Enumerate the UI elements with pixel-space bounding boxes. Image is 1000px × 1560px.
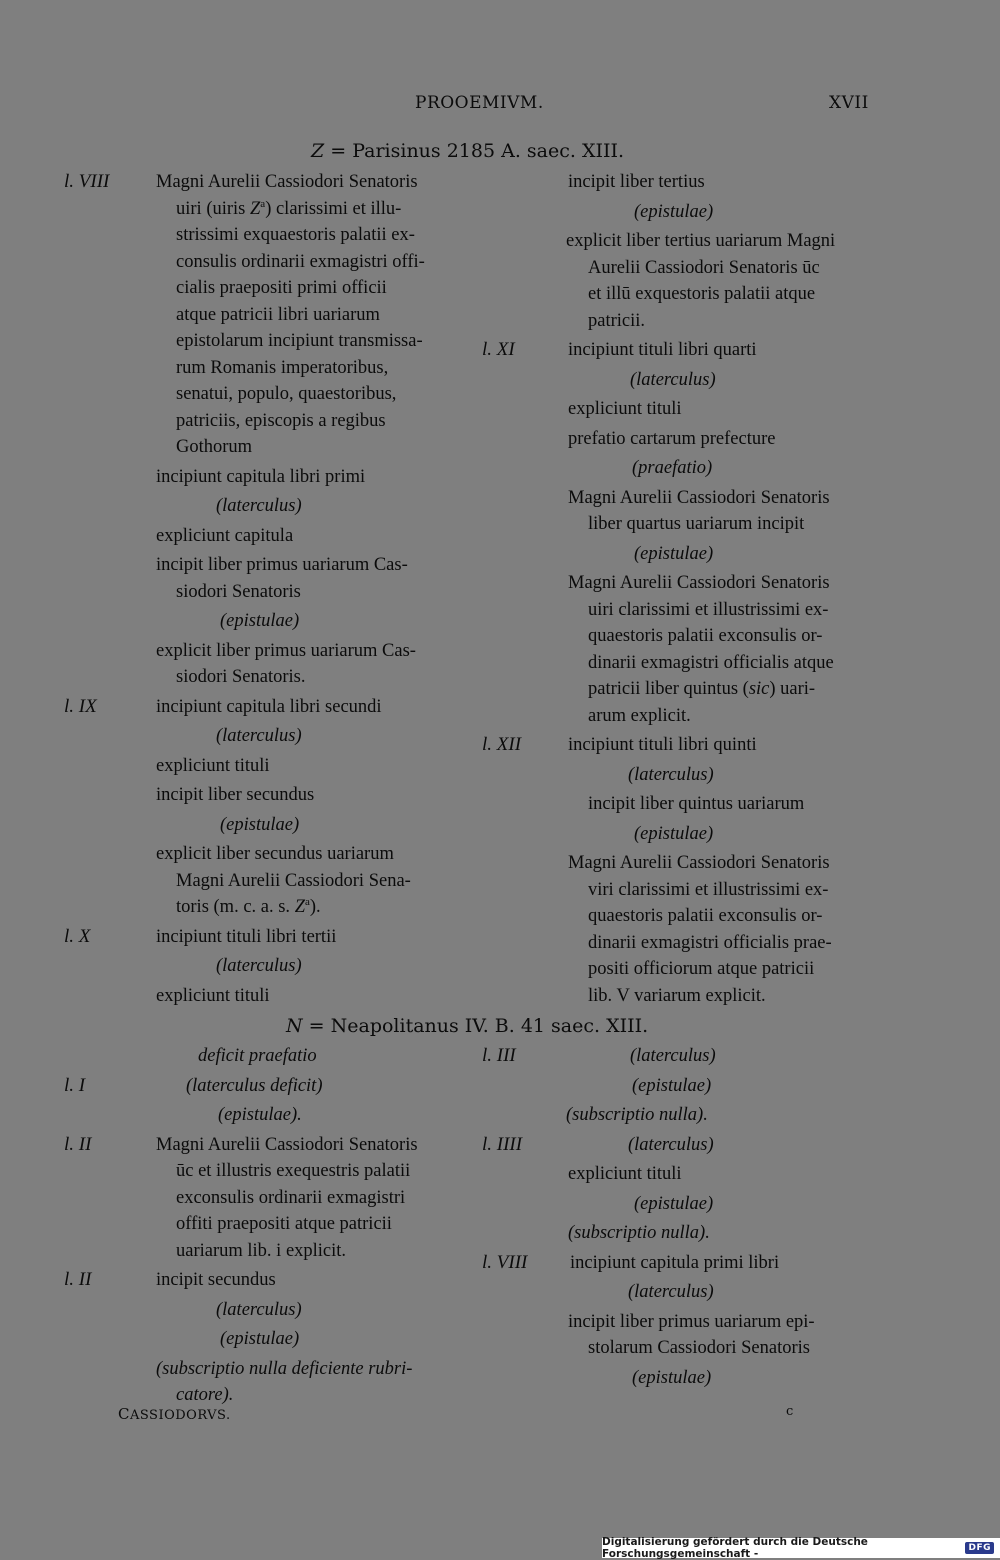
- right-column-neapolitanus: [482, 1043, 874, 1391]
- text-line: cialis praepositi primi officii: [176, 278, 387, 298]
- text-line: (epistulae).: [218, 1105, 302, 1125]
- text-line: incipit liber quintus uariarum: [588, 794, 805, 814]
- text-line: explicit liber primus uariarum Cas-: [156, 640, 416, 661]
- text-line: uariarum lib. i explicit.: [176, 1240, 347, 1261]
- text-line: (laterculus): [628, 1282, 714, 1302]
- signature-mark: CASSIODORVS.: [118, 1405, 231, 1423]
- text-line: (epistulae): [220, 611, 300, 631]
- text-line: deficit praefatio: [198, 1046, 317, 1066]
- text-line: dinarii exmagistri officialis prae-: [588, 932, 832, 953]
- text-line: (laterculus): [628, 764, 714, 785]
- page-number: XVII: [829, 93, 869, 113]
- text-line: quaestoris palatii exconsulis or-: [588, 906, 823, 926]
- text-line: Magni Aurelii Cassiodori Senatoris: [568, 487, 830, 508]
- entry: [64, 1132, 464, 1265]
- text-line: (epistulae): [220, 814, 300, 835]
- text-line: Magni Aurelii Cassiodori Sena-: [176, 870, 411, 891]
- text-line: expliciunt tituli: [568, 399, 682, 419]
- right-column-parisinus: [482, 169, 874, 1009]
- book-label: l. IIII: [482, 1133, 523, 1155]
- text-line: expliciunt capitula: [156, 525, 294, 546]
- book-label: l. XI: [482, 339, 515, 360]
- book-label: l. II: [64, 1269, 92, 1290]
- book-label: l. XII: [482, 734, 522, 755]
- text-line: stolarum Cassiodori Senatoris: [588, 1338, 810, 1358]
- entry: [64, 1267, 464, 1294]
- text-line: siodori Senatoris: [176, 581, 301, 602]
- book-label: l. III: [482, 1045, 516, 1066]
- text-line: uiri (uiris $Z^a$) clarissimi et illu-: [176, 197, 402, 219]
- text-line: Magni Aurelii Cassiodori Senatoris: [156, 1134, 418, 1155]
- text-line: siodori Senatoris.: [176, 667, 306, 687]
- text-line: uiri clarissimi et illustrissimi ex-: [588, 599, 829, 620]
- book-label: l. VIII: [64, 171, 110, 192]
- text-line: rum Romanis imperatoribus,: [176, 357, 389, 378]
- text-line: (laterculus): [216, 726, 302, 746]
- text-line: incipit liber primus uariarum epi-: [568, 1311, 815, 1332]
- text-line: (laterculus): [630, 369, 716, 390]
- text-line: incipiunt capitula primi libri: [570, 1252, 780, 1273]
- left-column-parisinus: [64, 169, 464, 1009]
- text-line: toris (m. c. a. s. $Z^a$).: [176, 895, 321, 917]
- text-line: consulis ordinarii exmagistri offi-: [176, 251, 425, 272]
- book-label: l. IX: [64, 695, 97, 717]
- text-line: (epistulae): [634, 543, 714, 564]
- text-line: patricii liber quintus (sic) uari-: [588, 679, 816, 699]
- text-line: incipit liber primus uariarum Cas-: [156, 555, 408, 575]
- text-line: quaestoris palatii exconsulis or-: [588, 626, 823, 646]
- text-line: patriciis, episcopis a regibus: [176, 410, 386, 431]
- siglum: Z: [311, 140, 325, 162]
- section-heading-neapolitanus: [286, 1015, 648, 1037]
- text-line: Magni Aurelii Cassiodori Senatoris: [568, 853, 830, 873]
- text-line: (epistulae): [632, 1367, 712, 1388]
- text-line: (laterculus): [216, 1299, 302, 1320]
- text-line: ūc et illustris exequestris palatii: [176, 1161, 411, 1181]
- running-title: PROOEMIVM.: [415, 93, 544, 113]
- entry: [64, 694, 464, 721]
- text-line: viri clarissimi et illustrissimi ex-: [588, 879, 829, 900]
- text-line: (epistulae): [634, 201, 714, 222]
- text-line: explicit liber secundus uariarum: [156, 844, 394, 864]
- text-line: (epistulae): [634, 823, 714, 844]
- text-line: expliciunt tituli: [156, 755, 270, 776]
- text-line: (epistulae): [632, 1075, 712, 1096]
- text-line: prefatio cartarum prefecture: [568, 428, 776, 449]
- text-line: (subscriptio nulla).: [566, 1105, 708, 1125]
- dfg-notice-bar: [602, 1538, 1000, 1558]
- text-line: Aurelii Cassiodori Senatoris ūc: [588, 257, 820, 278]
- text-line: lib. V variarum explicit.: [588, 985, 766, 1006]
- text-line: (laterculus): [216, 956, 302, 976]
- entry: [482, 732, 874, 759]
- text-line: incipiunt capitula libri secundi: [156, 696, 382, 717]
- entry: [482, 1132, 874, 1159]
- text-line: arum explicit.: [588, 705, 691, 726]
- entry: [64, 924, 464, 951]
- text-line: incipit liber tertius: [568, 172, 705, 192]
- text-line: patricii.: [588, 310, 646, 331]
- book-label: l. I: [64, 1074, 86, 1096]
- text-line: (laterculus): [630, 1046, 716, 1066]
- text-line: incipiunt capitula libri primi: [156, 466, 366, 487]
- text-line: (praefatio): [632, 458, 713, 478]
- siglum: N: [286, 1015, 303, 1037]
- text-line: senatui, populo, quaestoribus,: [176, 384, 397, 404]
- text-line: exconsulis ordinarii exmagistri: [176, 1187, 406, 1208]
- book-label: l. II: [64, 1133, 92, 1155]
- text-line: (epistulae): [634, 1193, 714, 1214]
- text-line: (subscriptio nulla).: [568, 1223, 710, 1243]
- text-line: (laterculus): [216, 496, 302, 516]
- text-line: explicit liber tertius uariarum Magni: [566, 231, 836, 251]
- text-line: expliciunt tituli: [156, 985, 270, 1006]
- dfg-notice-text: Digitalisierung gefördert durch die Deutsche Forschungsgemeinschaft -: [602, 1536, 868, 1560]
- text-line: strissimi exquaestoris palatii ex-: [176, 225, 415, 245]
- dfg-logo: DFG: [965, 1542, 994, 1554]
- entry: [482, 1250, 874, 1277]
- text-line: expliciunt tituli: [568, 1164, 682, 1184]
- text-line: (epistulae): [220, 1329, 300, 1349]
- left-column-neapolitanus: [64, 1043, 464, 1409]
- text-line: incipit liber secundus: [156, 785, 315, 805]
- entry: [482, 1043, 874, 1070]
- text-line: dinarii exmagistri officialis atque: [588, 652, 834, 673]
- text-line: (laterculus deficit): [186, 1075, 323, 1096]
- entry: [64, 169, 464, 461]
- sheet-mark: c: [786, 1404, 794, 1419]
- text-line: liber quartus uariarum incipit: [588, 514, 805, 534]
- text-line: Magni Aurelii Cassiodori Senatoris: [156, 172, 418, 192]
- text-line: Magni Aurelii Cassiodori Senatoris: [568, 573, 830, 593]
- text-line: incipiunt tituli libri quinti: [568, 735, 757, 755]
- book-label: l. VIII: [482, 1251, 528, 1273]
- book-label: l. X: [64, 925, 91, 947]
- text-line: (subscriptio nulla deficiente rubri-: [156, 1358, 413, 1379]
- heading-text: = Neapolitanus IV. B. 41 saec. XIII.: [302, 1015, 649, 1037]
- text-line: catore).: [176, 1385, 234, 1405]
- entry: [64, 1073, 464, 1100]
- text-line: et illū exquestoris palatii atque: [588, 284, 816, 304]
- text-line: atque patricii libri uariarum: [176, 304, 380, 325]
- heading-text: = Parisinus 2185 A. saec. XIII.: [324, 140, 625, 162]
- text-line: (laterculus): [628, 1134, 714, 1155]
- text-line: incipiunt tituli libri quarti: [568, 340, 757, 360]
- text-line: incipiunt tituli libri tertii: [156, 926, 337, 947]
- text-line: positi officiorum atque patricii: [588, 959, 815, 979]
- text-line: epistolarum incipiunt transmissa-: [176, 331, 423, 351]
- entry: [482, 337, 874, 364]
- section-heading-parisinus: [311, 140, 624, 162]
- text-line: offiti praepositi atque patricii: [176, 1214, 392, 1234]
- text-line: Gothorum: [176, 437, 253, 457]
- text-line: incipit secundus: [156, 1270, 276, 1290]
